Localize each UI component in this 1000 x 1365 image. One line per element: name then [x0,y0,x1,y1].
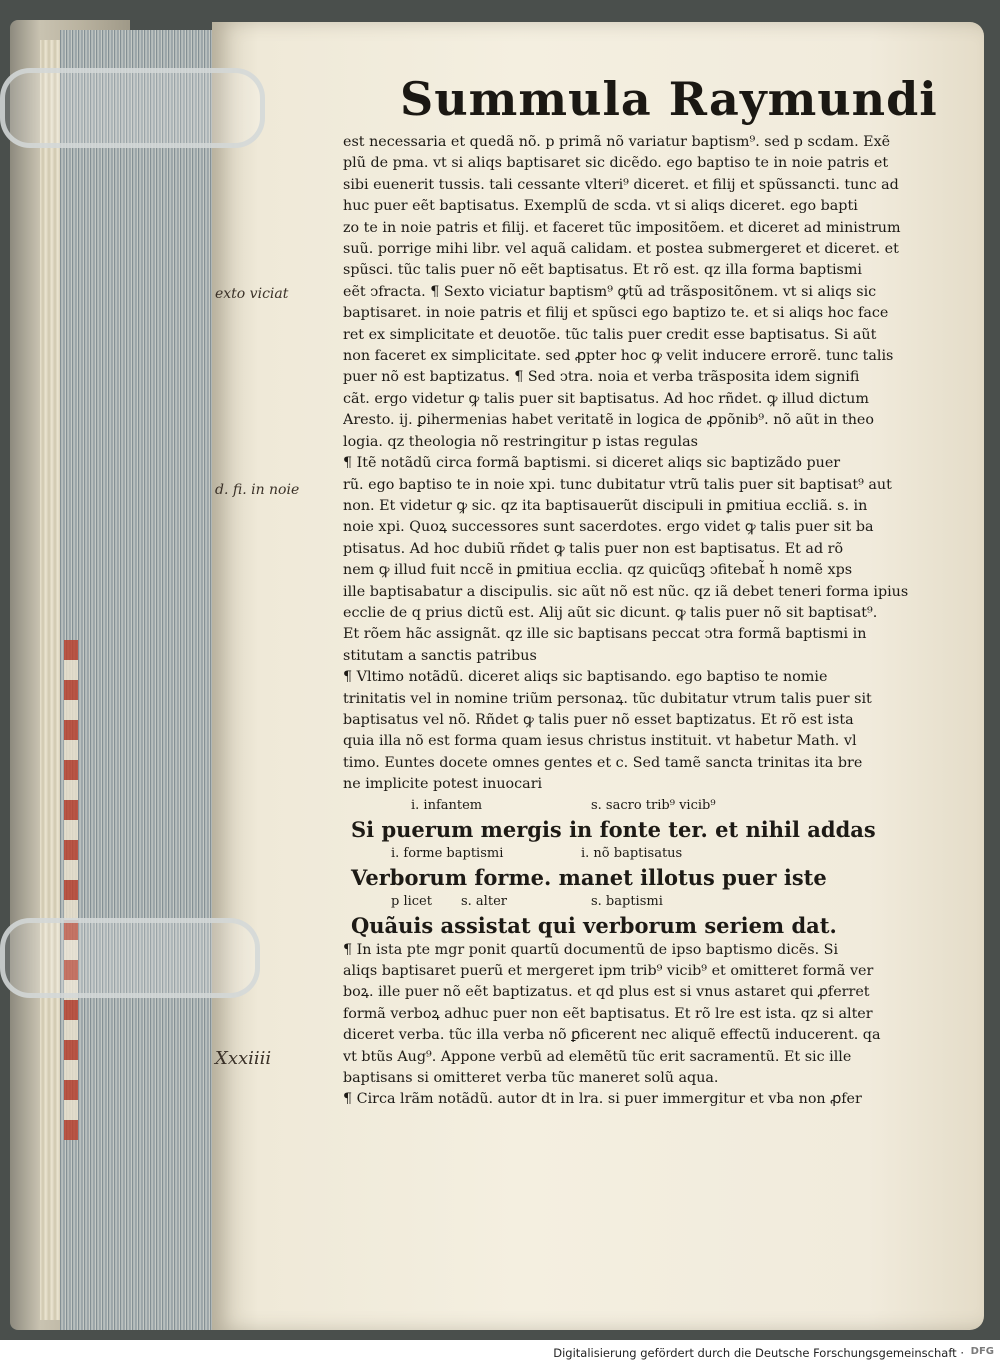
verse-block [343,796,961,940]
text-line: ecclie de q prius dictũ est. Alij aũt sic dicunt. ꝙ talis puer nõ sit baptisat⁹. [343,604,878,621]
text-line: ¶ Itẽ notãdũ circa formã baptismi. si diceret aliqs sic baptizãdo puer [343,455,841,472]
text-line: Et rõem hãc assignãt. qz ille sic baptisans peccat ↄtra formã baptismi in [343,626,867,643]
main-text [343,132,961,1111]
text-line: nem ꝙ illud fuit nccẽ in ꝑmitiua ecclia. qz quicũqꝫ ↄfitebat̃ h nomẽ xps [343,562,853,579]
clamp-bottom [0,918,260,998]
text-line: plũ de pma. vt si aliqs baptisaret sic dicẽdo. ego baptiso te in noie patris et [343,155,889,172]
text-line: huc puer eẽt baptisatus. Exemplũ de scda. vt si aliqs diceret. ego bapti [343,198,858,215]
text-block [343,132,961,796]
text-line: ille baptisabatur a discipulis. sic aũt nõ est nũc. qz iã debet teneri forma ipius [343,583,909,600]
text-line: rũ. ego baptiso te in noie xpi. tunc dubitatur vtrũ talis puer sit baptisat⁹ aut [343,476,892,493]
text-line: noie xpi. Quoꝝ successores sunt sacerdotes. ergo videt ꝙ talis puer sit ba [343,519,874,536]
text-line: aliqs baptisaret puerũ et mergeret ipm trib⁹ vicib⁹ et omitteret formã ver [343,963,874,979]
text-line: puer nõ est baptizatus. ¶ Sed ↄtra. noia et verba trãsposita idem signifi [343,369,860,386]
margin-note: exto viciat [215,286,289,302]
text-line: spũsci. tũc talis puer nõ eẽt baptisatus. Et rõ est. qz illa forma baptismi [343,262,862,279]
margin-note: Xxxiiii [215,1048,272,1069]
text-line: boꝝ. ille puer nõ eẽt baptizatus. et qd plus est si vnus astaret qui ꝓferret [343,984,870,1001]
gloss-word: i. nõ baptisatus [581,845,683,861]
text-line: logia. qz theologia nõ restringitur p istas regulas [343,433,698,450]
text-line: formã verboꝝ adhuc puer non eẽt baptisatus. Et rõ lre est ista. qz si alter [343,1005,873,1022]
text-line: ne implicite potest inuocari [343,776,543,793]
text-line: trinitatis vel in nomine triũm personaꝝ. tũc dubitatur vtrum talis puer sit [343,690,872,707]
footer-credit: Digitalisierung gefördert durch die Deutsche Forschungsgemeinschaft · [553,1346,964,1360]
text-line: suũ. porrige mihi libr. vel aquã calidam. et postea submergeret et diceret. et [343,241,899,258]
text-line: diceret verba. tũc illa verba nõ ꝑficerent nec aliquẽ effectũ inducerent. qa [343,1027,881,1044]
text-line: ¶ Vltimo notãdũ. diceret aliqs sic baptisando. ego baptiso te nomie [343,669,828,686]
text-line: ¶ Circa lrãm notãdũ. autor dt in lra. si puer immergitur et vba non ꝓfer [343,1091,862,1108]
text-line: cãt. ergo videtur ꝙ talis puer sit baptisatus. Ad hoc rñdet. ꝙ illud dictum [343,390,869,407]
margin-note: d. fi. in noie [215,482,300,498]
gloss-word: s. alter [461,893,507,909]
dfg-logo: DFG [970,1346,994,1357]
text-line: sibi euenerit tussis. tali cessante vlteri⁹ diceret. et filij et spũssancti. tunc ad [343,176,899,193]
text-line: timo. Euntes docete omnes gentes et c. Sed tamẽ sancta trinitas ita bre [343,754,863,771]
commentary-block [343,940,961,1111]
text-line: baptisans si omitteret verba tũc maneret solũ aqua. [343,1070,719,1087]
text-line: non faceret ex simplicitate. sed ꝓpter hoc ꝙ velit inducere errorẽ. tunc talis [343,348,894,365]
text-line: vt btũs Aug⁹. Appone verbũ ad elemẽtũ tũc erit sacramentũ. Et sic ille [343,1048,852,1065]
text-line: Aresto. ij. ꝑihermenias habet veritatẽ in logica de ꝓpõnib⁹. nõ aũt in theo [343,412,874,429]
text-line: non. Et videtur ꝙ sic. qz ita baptisauerũt discipuli in ꝑmitiua eccliã. s. in [343,497,868,514]
verse-line: Verborum forme. manet illotus puer iste [351,864,827,890]
text-line: zo te in noie patris et filij. et faceret tũc impositõem. et diceret ad ministrum [343,219,901,236]
interlinear-gloss [351,796,961,816]
text-line: baptisaret. in noie patris et filij et spũsci ego baptizo te. et si aliqs hoc face [343,305,889,322]
gloss-word: s. sacro trib⁹ vicib⁹ [591,797,716,813]
gloss-word: i. forme baptismi [391,845,504,861]
verse-line: Quãuis assistat qui verborum seriem dat. [351,912,837,938]
text-line: ¶ In ista pte mgr ponit quartũ documentũ de ipso baptismo dicẽs. Si [343,941,839,958]
text-line: eẽt ↄfracta. ¶ Sexto viciatur baptism⁹ ꝙtũ ad trãspositõnem. vt si aliqs sic [343,283,877,300]
gloss-word: p licet [391,893,432,909]
footer-bar [0,1342,1000,1365]
text-line: stitutam a sanctis patribus [343,647,537,664]
interlinear-gloss [351,844,961,864]
page-edges [60,30,220,1330]
text-line: ret ex simplicitate et deuotõe. tũc talis puer credit esse baptisatus. Si aũt [343,326,877,343]
text-line: baptisatus vel nõ. Rñdet ꝙ talis puer nõ esset baptizatus. Et rõ est ista [343,711,854,728]
page-header: Summula Raymundi [400,72,938,126]
text-line: quia illa nõ est forma quam iesus christus instituit. vt habetur Math. vl [343,733,857,750]
gloss-word: i. infantem [411,797,483,813]
text-line: est necessaria et quedã nõ. p primã nõ variatur baptism⁹. sed p scdam. Exẽ [343,134,891,150]
gloss-word: s. baptismi [591,893,663,909]
verse-line: Si puerum mergis in fonte ter. et nihil addas [351,816,876,842]
interlinear-gloss [351,892,961,912]
clamp-top [0,68,265,148]
text-line: ptisatus. Ad hoc dubiũ rñdet ꝙ talis puer non est baptisatus. Et ad rõ [343,540,844,557]
red-edge-marks [64,640,78,1140]
